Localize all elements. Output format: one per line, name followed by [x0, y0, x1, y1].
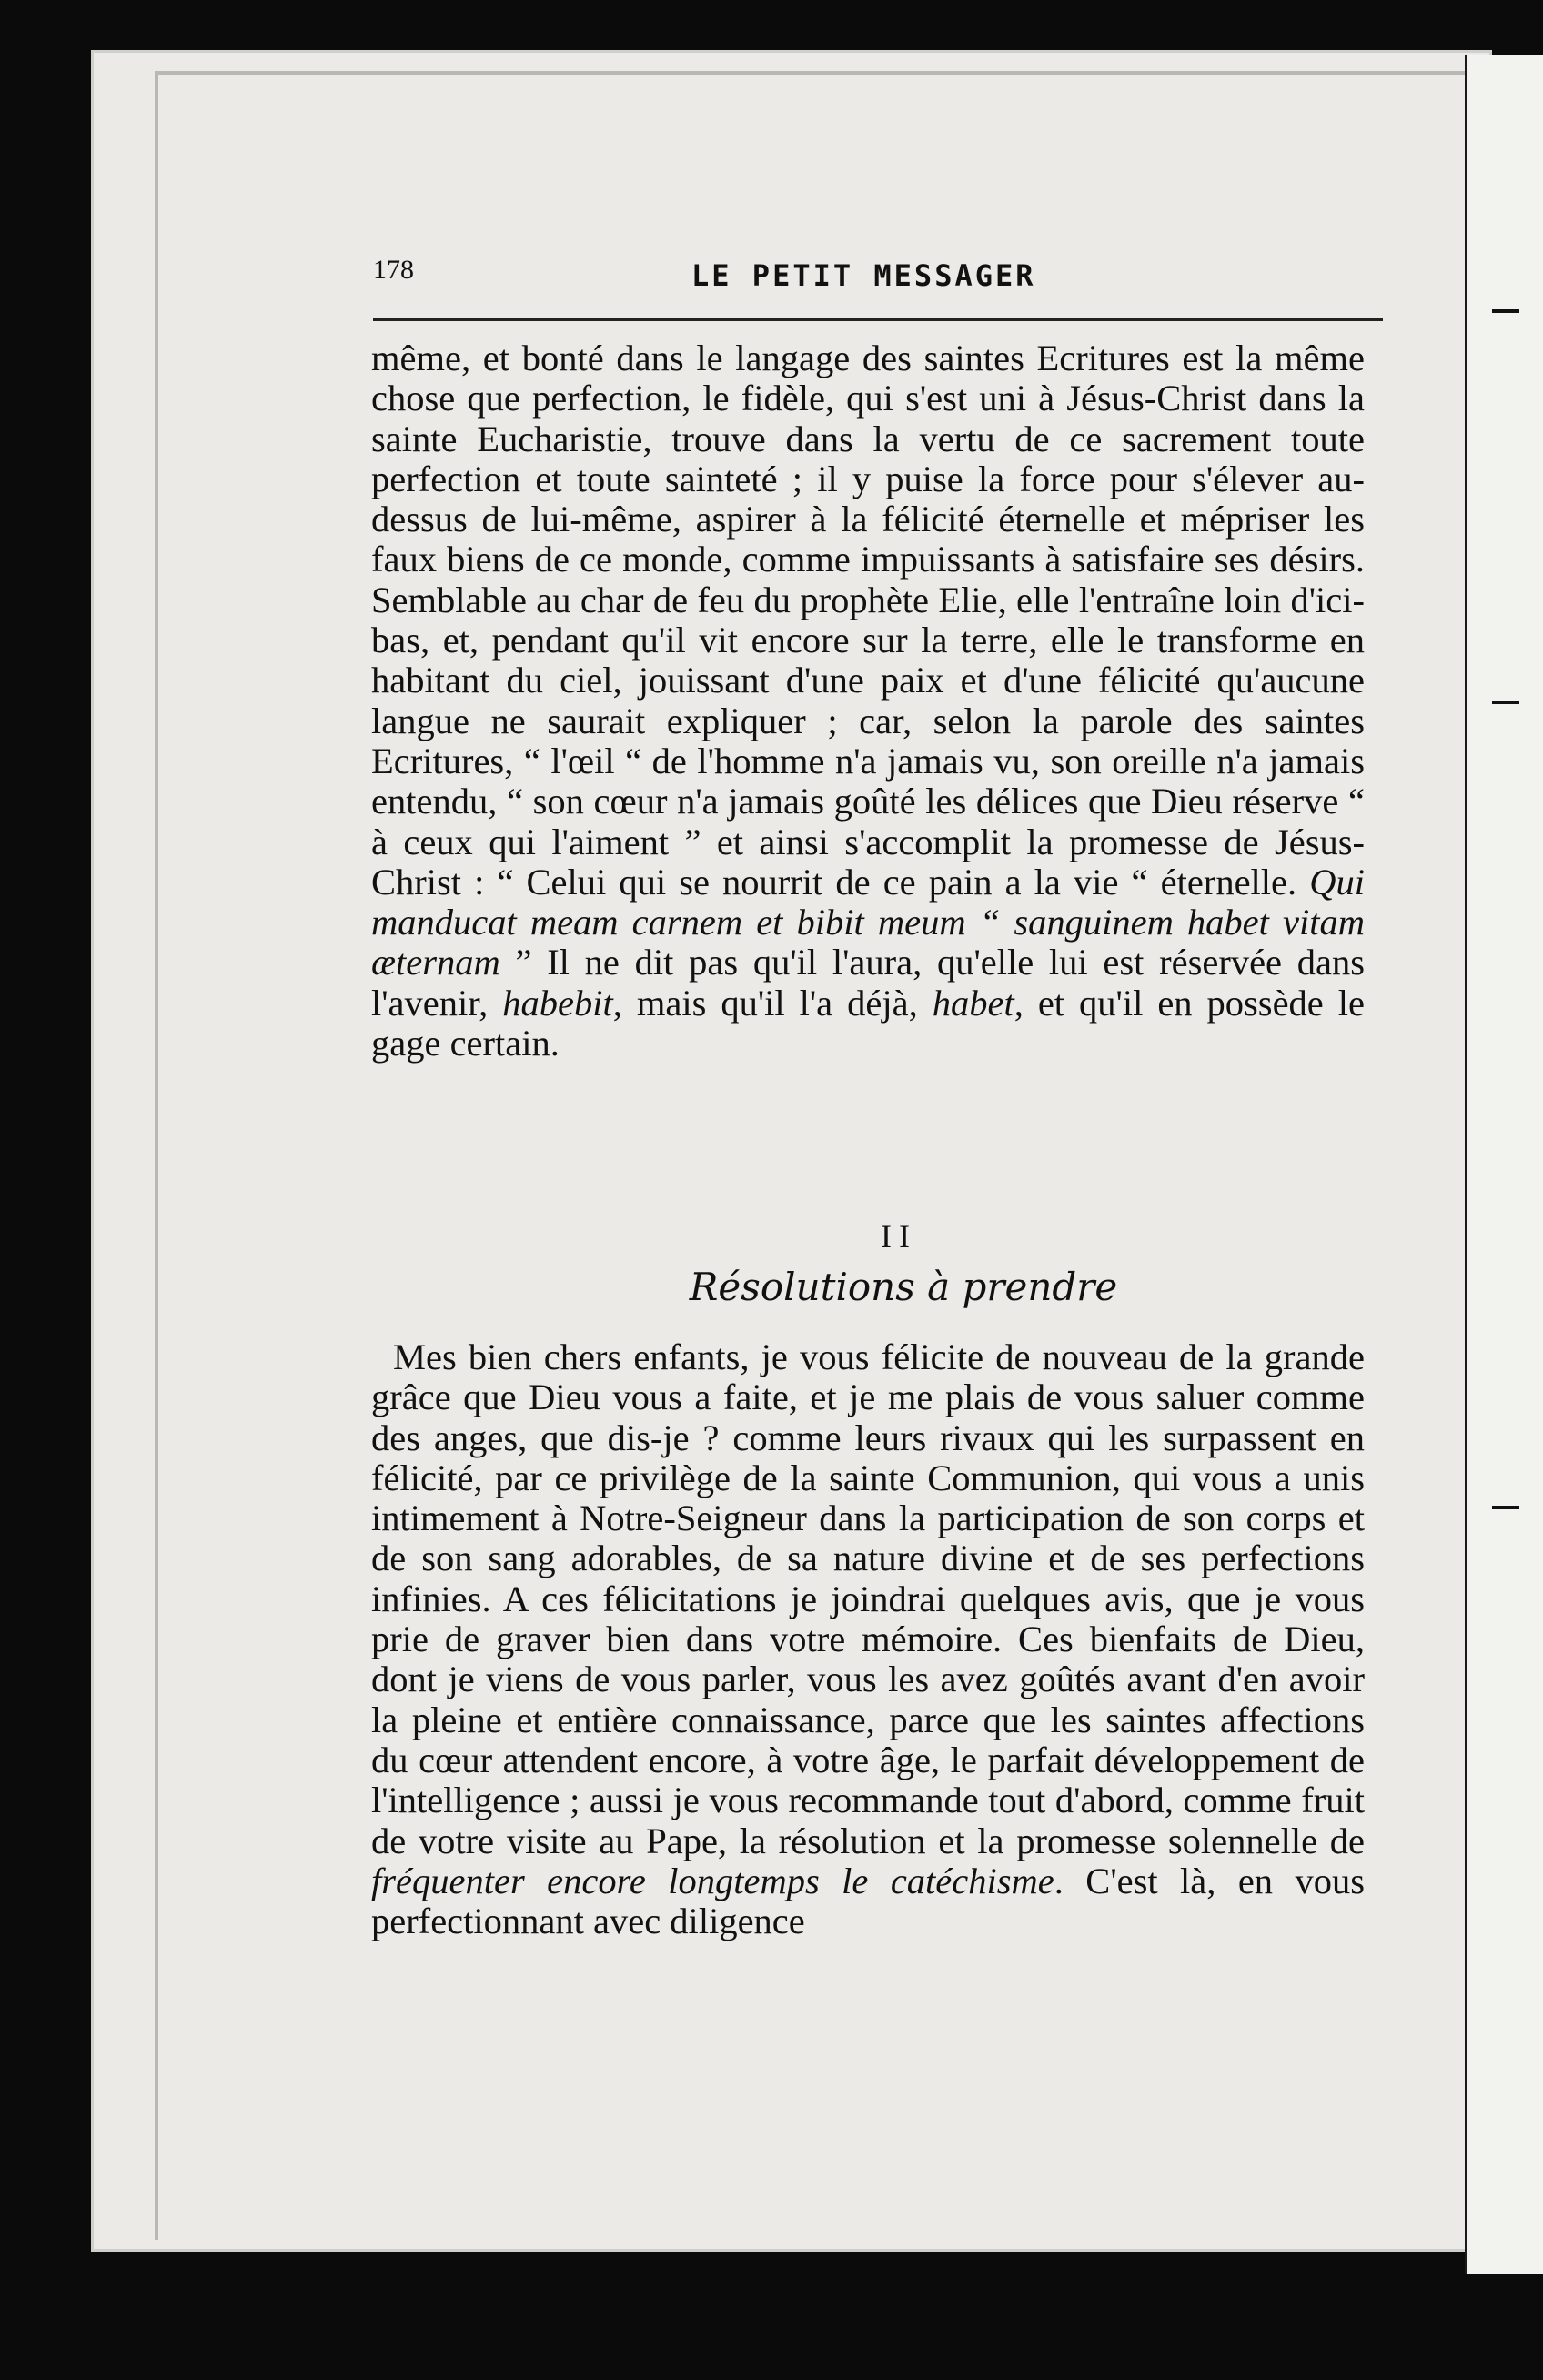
- latin-word: habet: [932, 982, 1014, 1024]
- page-header: [373, 246, 1383, 321]
- paragraph-2: [371, 1337, 1365, 1941]
- running-head: LE PETIT MESSAGER: [691, 258, 1036, 293]
- binding-mark-top: [1492, 309, 1519, 313]
- text-run: . C'est là, en vous perfectionnant avec diligence: [371, 1860, 1365, 1942]
- page-number: 178: [373, 255, 414, 285]
- latin-word: habebit: [502, 982, 613, 1024]
- section-title: Résolutions à prendre: [689, 1265, 1118, 1309]
- emphasis: fréquenter encore longtemps le catéchisme: [371, 1860, 1054, 1901]
- adjacent-page-edge: [1465, 55, 1543, 2274]
- text-run: , mais qu'il l'a déjà,: [612, 982, 933, 1024]
- latin-quote: Qui manducat meam carnem et bibit meum “ sanguinem habet vitam æternam: [371, 861, 1365, 983]
- text-run: même, et bonté dans le langage des saintes Ecritures est la même chose que perfection, le fidèle, qui s'est uni à Jésus-Christ dans la sainte Eucharistie, trouve dans la vertu de ce sacrement toute perfection et toute sainteté ; il y puise la force pour s'élever au-dessus de lui-même, aspirer à la félicité éternelle et mépriser les faux biens de ce monde, comme impuissants à satisfaire ses désirs. Semblable au char de feu du prophète Elie, elle l'entraîne loin d'ici-bas, et, pendant qu'il vit encore sur la terre, elle le transforme en habitant du ciel, jouissant d'une paix et d'une félicité qu'aucune langue ne saurait expliquer ; car, selon la parole des saintes Ecritures, “ l'œil “ de l'homme n'a jamais vu, son oreille n'a jamais entendu, “ son cœur n'a jamais goûté les délices que Dieu réserve “ à ceux qui l'aiment ” et ainsi s'accomplit la promesse de Jésus-Christ : “ Celui qui se nourrit de ce pain a la vie “ éternelle.: [371, 338, 1365, 903]
- binding-mark-lower: [1492, 1506, 1519, 1509]
- section-number: II: [881, 1218, 917, 1255]
- text-run: ” Il ne dit pas qu'il l'aura, qu'elle lui est réservée dans l'avenir,: [371, 942, 1365, 1024]
- text-run: Mes bien chers enfants, je vous félicite de nouveau de la grande grâce que Dieu vous a faite, et je me plais de vous saluer comme des anges, que dis-je ? comme leurs rivaux qui les surpassent en félicité, par ce privilège de la sainte Communion, qui vous a unis intimement à Notre-Seigneur dans la participation de son corps et de son sang adorables, de sa nature divine et de ses perfections infinies. A ces félicitations je joindrai quelques avis, que je vous prie de graver bien dans votre mémoire. Ces bienfaits de Dieu, dont je viens de vous parler, vous les avez goûtés avant d'en avoir la pleine et entière connaissance, parce que les saintes affections du cœur attendent encore, à votre âge, le parfait développement de l'intelligence ; aussi je vous recommande tout d'abord, comme fruit de votre visite au Pape, la résolution et la promesse solennelle de: [371, 1336, 1365, 1861]
- paragraph-1: [371, 338, 1365, 1064]
- binding-mark-middle: [1492, 701, 1519, 704]
- text-run: , et qu'il en possède le gage certain.: [371, 982, 1365, 1064]
